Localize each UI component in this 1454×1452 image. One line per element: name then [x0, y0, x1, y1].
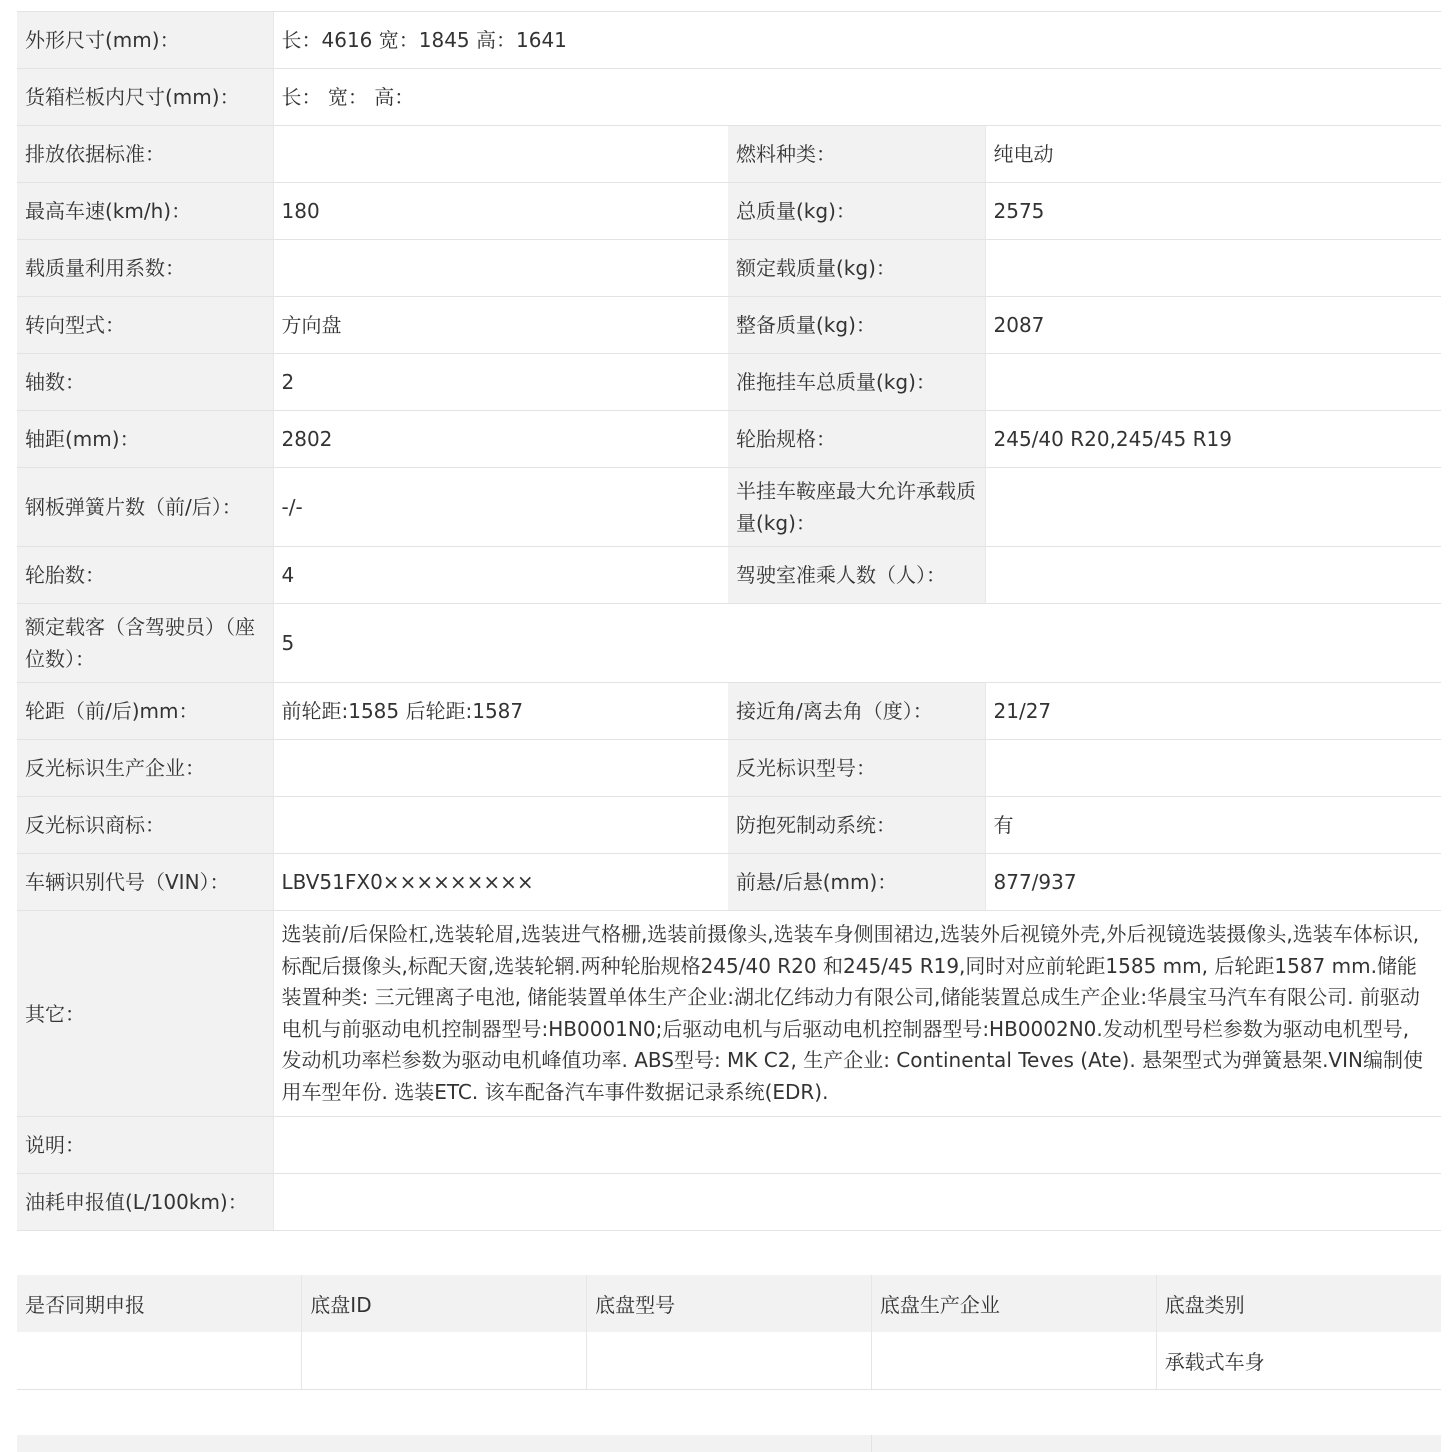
overhang-value: 877/937 [985, 854, 1441, 911]
explanation-label: 说明： [17, 1117, 273, 1174]
dimensions-label: 外形尺寸(mm)： [17, 12, 273, 69]
other-value: 选装前/后保险杠,选装轮眉,选装进气格栅,选装前摄像头,选装车身侧围裙边,选装外后视镜外壳,外后视镜选装摄像头,选装车体标识,标配后摄像头,标配天窗,选装轮辋.两种轮胎规格245/40 R20 和245/45 R19,同时对应前轮距1585 mm, 后轮距1587 mm.储能装置种类: 三元锂离子电池, 储能装置单体生产企业:湖北亿纬动力有限公司,储能装置总成生产企业:华晨宝马汽车有限公司. 前驱动电机与前驱动电机控制器型号:HB0001N0;后驱动电机与后驱动电机控制器型号:HB0002N0.发动机型号栏参数为驱动电机型号, 发动机功率栏参数为驱动电机峰值功率. ABS型号: MK C2, 生产企业: Continental Teves (Ate). 悬架型式为弹簧悬架.VIN编制使用车型年份. 选装ETC. 该车配备汽车事件数据记录系统(EDR). [273, 911, 1441, 1117]
tire-count-value: 4 [273, 547, 728, 604]
vin-value: LBV51FX0××××××××× [273, 854, 728, 911]
next-table-header-strip [17, 1435, 1441, 1452]
fuel-type-label: 燃料种类： [728, 126, 985, 183]
table-row [17, 69, 1441, 126]
fuel-consumption-value [273, 1174, 1441, 1231]
steering-type-label: 转向型式： [17, 297, 273, 354]
table-row [17, 297, 1441, 354]
tire-spec-label: 轮胎规格： [728, 411, 985, 468]
trailer-mass-value [985, 354, 1441, 411]
column-divider [871, 1435, 872, 1452]
trailer-mass-label: 准拖挂车总质量(kg)： [728, 354, 985, 411]
other-label: 其它： [17, 911, 273, 1117]
wheelbase-label: 轴距(mm)： [17, 411, 273, 468]
rated-load-value [985, 240, 1441, 297]
table-row [17, 854, 1441, 911]
tire-spec-value: 245/40 R20,245/45 R19 [985, 411, 1441, 468]
emission-standard-label: 排放依据标准： [17, 126, 273, 183]
vehicle-spec-table [17, 11, 1441, 1231]
approach-departure-value: 21/27 [985, 683, 1441, 740]
wheelbase-value: 2802 [273, 411, 728, 468]
abs-label: 防抱死制动系统： [728, 797, 985, 854]
chassis-data-row [17, 1332, 1441, 1389]
rated-passengers-label: 额定载客（含驾驶员）（座位数）： [17, 604, 273, 683]
table-row [17, 740, 1441, 797]
table-row [17, 354, 1441, 411]
chassis-category-value: 承载式车身 [1156, 1332, 1441, 1389]
table-row [17, 1117, 1441, 1174]
curb-mass-value: 2087 [985, 297, 1441, 354]
chassis-id-value [302, 1332, 587, 1389]
table-row [17, 12, 1441, 69]
table-row [17, 604, 1441, 683]
reflector-maker-value [273, 740, 728, 797]
chassis-concurrent-value [17, 1332, 302, 1389]
axle-count-value: 2 [273, 354, 728, 411]
gross-mass-label: 总质量(kg)： [728, 183, 985, 240]
reflector-brand-value [273, 797, 728, 854]
steering-type-value: 方向盘 [273, 297, 728, 354]
dimensions-value: 长：4616 宽：1845 高：1641 [273, 12, 1441, 69]
emission-standard-value [273, 126, 728, 183]
table-row [17, 797, 1441, 854]
chassis-header-model: 底盘型号 [587, 1275, 872, 1332]
table-row [17, 183, 1441, 240]
approach-departure-label: 接近角/离去角（度）： [728, 683, 985, 740]
overhang-label: 前悬/后悬(mm)： [728, 854, 985, 911]
chassis-header-category: 底盘类别 [1156, 1275, 1441, 1332]
load-factor-value [273, 240, 728, 297]
chassis-maker-value [871, 1332, 1156, 1389]
max-speed-label: 最高车速(km/h)： [17, 183, 273, 240]
saddle-load-value [985, 468, 1441, 547]
vin-label: 车辆识别代号（VIN）： [17, 854, 273, 911]
table-row [17, 126, 1441, 183]
fuel-type-value: 纯电动 [985, 126, 1441, 183]
table-row [17, 547, 1441, 604]
reflector-maker-label: 反光标识生产企业： [17, 740, 273, 797]
table-row [17, 240, 1441, 297]
cargo-dimensions-label: 货箱栏板内尺寸(mm)： [17, 69, 273, 126]
table-row [17, 411, 1441, 468]
leaf-spring-label: 钢板弹簧片数（前/后）： [17, 468, 273, 547]
table-row [17, 468, 1441, 547]
chassis-section [17, 1275, 1441, 1390]
reflector-model-value [985, 740, 1441, 797]
saddle-load-label: 半挂车鞍座最大允许承载质量(kg)： [728, 468, 985, 547]
chassis-header-id: 底盘ID [302, 1275, 587, 1332]
explanation-value [273, 1117, 1441, 1174]
chassis-table [17, 1275, 1441, 1390]
max-speed-value: 180 [273, 183, 728, 240]
chassis-header-maker: 底盘生产企业 [871, 1275, 1156, 1332]
cab-passengers-value [985, 547, 1441, 604]
leaf-spring-value: -/- [273, 468, 728, 547]
chassis-header-row [17, 1275, 1441, 1332]
load-factor-label: 载质量利用系数： [17, 240, 273, 297]
curb-mass-label: 整备质量(kg)： [728, 297, 985, 354]
fuel-consumption-label: 油耗申报值(L/100km)： [17, 1174, 273, 1231]
track-width-value: 前轮距:1585 后轮距:1587 [273, 683, 728, 740]
chassis-model-value [587, 1332, 872, 1389]
axle-count-label: 轴数： [17, 354, 273, 411]
gross-mass-value: 2575 [985, 183, 1441, 240]
tire-count-label: 轮胎数： [17, 547, 273, 604]
table-row [17, 911, 1441, 1117]
table-row [17, 683, 1441, 740]
vehicle-spec-section [17, 11, 1441, 1231]
cab-passengers-label: 驾驶室准乘人数（人）： [728, 547, 985, 604]
reflector-model-label: 反光标识型号： [728, 740, 985, 797]
cargo-dimensions-value: 长： 宽： 高： [273, 69, 1441, 126]
abs-value: 有 [985, 797, 1441, 854]
reflector-brand-label: 反光标识商标： [17, 797, 273, 854]
rated-passengers-value: 5 [273, 604, 1441, 683]
rated-load-label: 额定载质量(kg)： [728, 240, 985, 297]
track-width-label: 轮距（前/后)mm： [17, 683, 273, 740]
table-row [17, 1174, 1441, 1231]
chassis-header-concurrent: 是否同期申报 [17, 1275, 302, 1332]
